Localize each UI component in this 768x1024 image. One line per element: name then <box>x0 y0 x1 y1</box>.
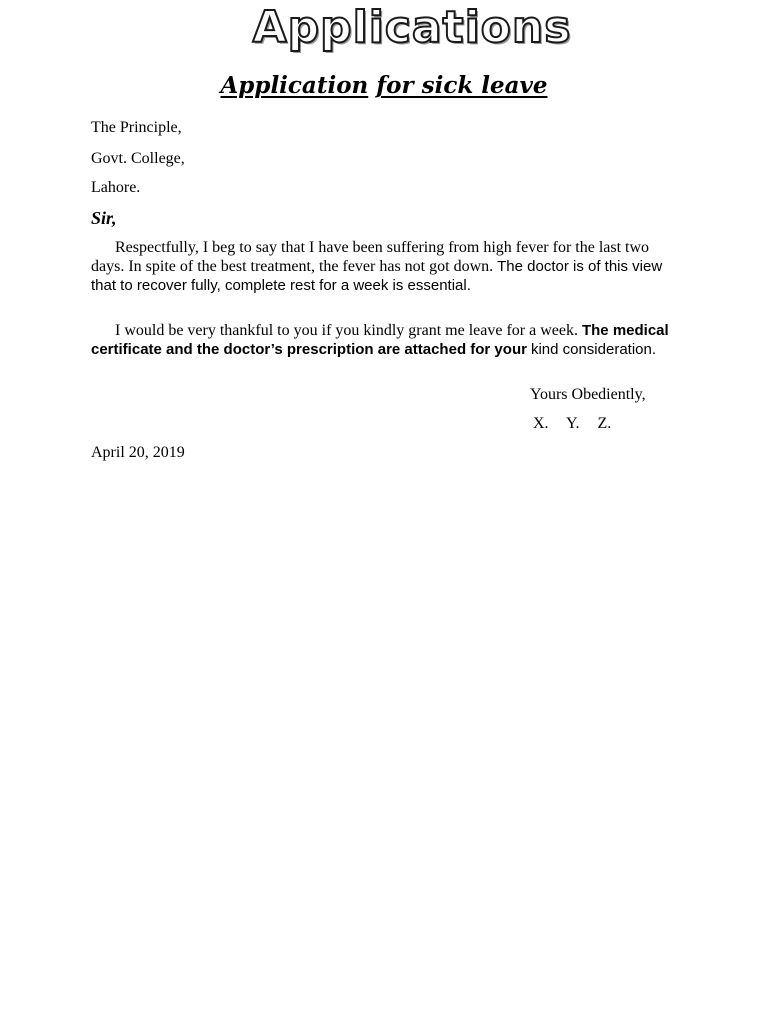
title-part-1: Application <box>220 72 369 99</box>
paragraph-1-part-b: The doctor is of this view that to recover fully, complete rest for a week is essential. <box>91 258 663 294</box>
recipient-line-1: The Principle, <box>91 119 182 136</box>
title-part-2: for sick leave <box>376 72 548 99</box>
paragraph-2 <box>91 321 681 359</box>
date: April 20, 2019 <box>91 444 185 461</box>
signature: X. Y. Z. <box>533 415 612 432</box>
paragraph-1 <box>91 238 681 295</box>
paragraph-2-part-a: I would be very thankful to you if you kindly grant me leave for a week. <box>115 322 578 339</box>
salutation: Sir, <box>91 208 117 228</box>
banner <box>0 2 768 53</box>
closing: Yours Obediently, <box>530 386 646 403</box>
paragraph-2-part-b: The medical certificate and the doctor’s prescription are attached for your <box>91 322 669 358</box>
paragraph-1-part-a: Respectfully, I beg to say that I have been suffering from high fever for the last two days. In spite of the best treatment, the fever has not got down. <box>91 239 650 275</box>
document-title <box>0 72 768 100</box>
paragraph-2-part-c: kind consideration. <box>530 341 657 358</box>
recipient-line-3: Lahore. <box>91 179 141 196</box>
banner-title: Applications <box>252 2 572 53</box>
recipient-line-2: Govt. College, <box>91 150 185 167</box>
